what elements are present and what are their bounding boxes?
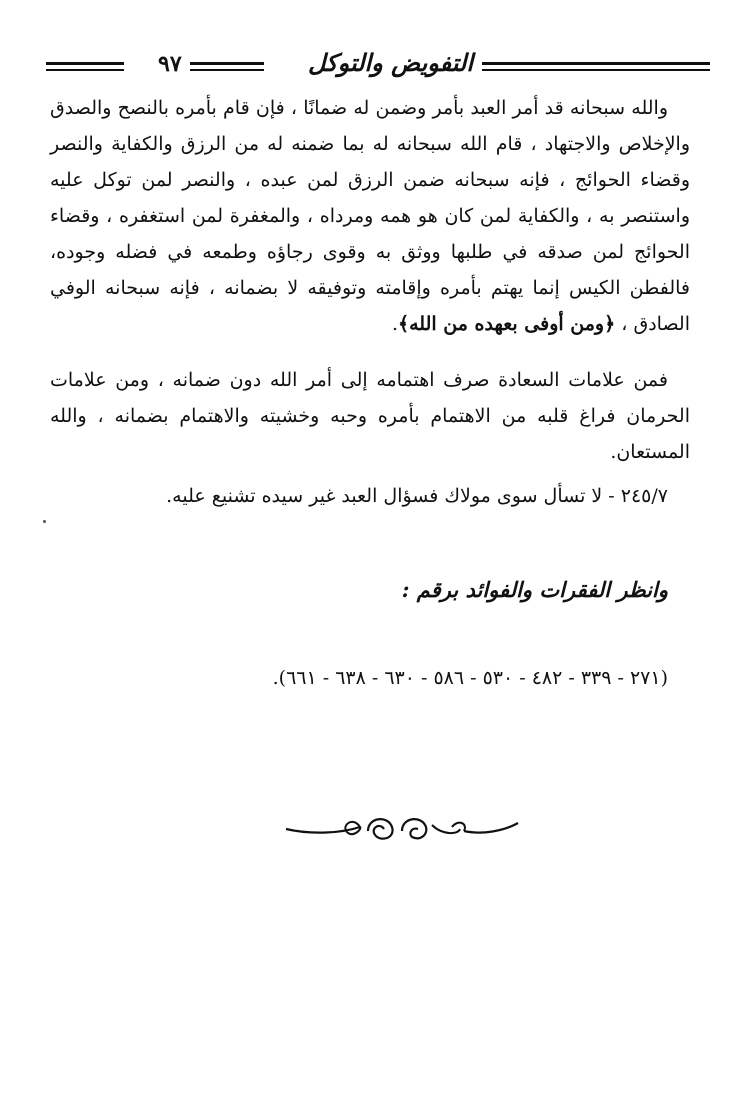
page-number: ٩٧	[158, 51, 182, 77]
scan-speck	[43, 520, 46, 523]
running-title: التفويض والتوكل	[308, 48, 474, 77]
page-header	[40, 48, 712, 88]
header-rule-middle	[190, 62, 264, 65]
paragraph-2: فمن علامات السعادة صرف اهتمامه إلى أمر الله دون ضمانه ، ومن علامات الحرمان فراغ قلبه من الاهتمام بأمره وحبه وخشيته والاهتمام بضمانه ، والله المستعان.	[50, 369, 690, 463]
header-rule-left	[46, 62, 124, 65]
quran-quote: ﴿ومن أوفى بعهده من الله﴾	[397, 313, 616, 335]
decorative-flourish-icon	[282, 805, 522, 849]
see-also-label: وانظر الفقرات والفوائد برقم :	[401, 577, 668, 602]
paragraph-1-text: والله سبحانه قد أمر العبد بأمر وضمن له ضمانًا ، فإن قام بأمره بالنصح والصدق والإخلاص والاجتهاد ، قام الله سبحانه له بما ضمنه له من الرزق والكفاية والنصر وقضاء الحوائج ، فإنه سبحانه ضمن الرزق لمن عبده ، والنصر لمن توكل عليه واستنصر به ، والكفاية لمن كان هو همه ومرداه ، والمغفرة لمن استغفره ، وقضاء الحوائج لمن صدقه في طلبها ووثق به وقوى رجاؤه وطمعه في فضله وجوده، فالفطن الكيس إنما يهتم بأمره وإقامته وتوفيقه لا بضمانه ، فإنه سبحانه الوفي الصادق ،	[50, 97, 690, 335]
paragraph-1	[50, 90, 690, 342]
header-rule-right	[482, 62, 710, 65]
paragraph-1-end: .	[391, 313, 398, 335]
numbered-item: ٢٤٥/٧ - لا تسأل سوى مولاك فسؤال العبد غير سيده تشنيع عليه.	[166, 485, 668, 507]
reference-numbers: (٢٧١ - ٣٣٩ - ٤٨٢ - ٥٣٠ - ٥٨٦ - ٦٣٠ - ٦٣٨ - ٦٦١).	[272, 667, 668, 689]
